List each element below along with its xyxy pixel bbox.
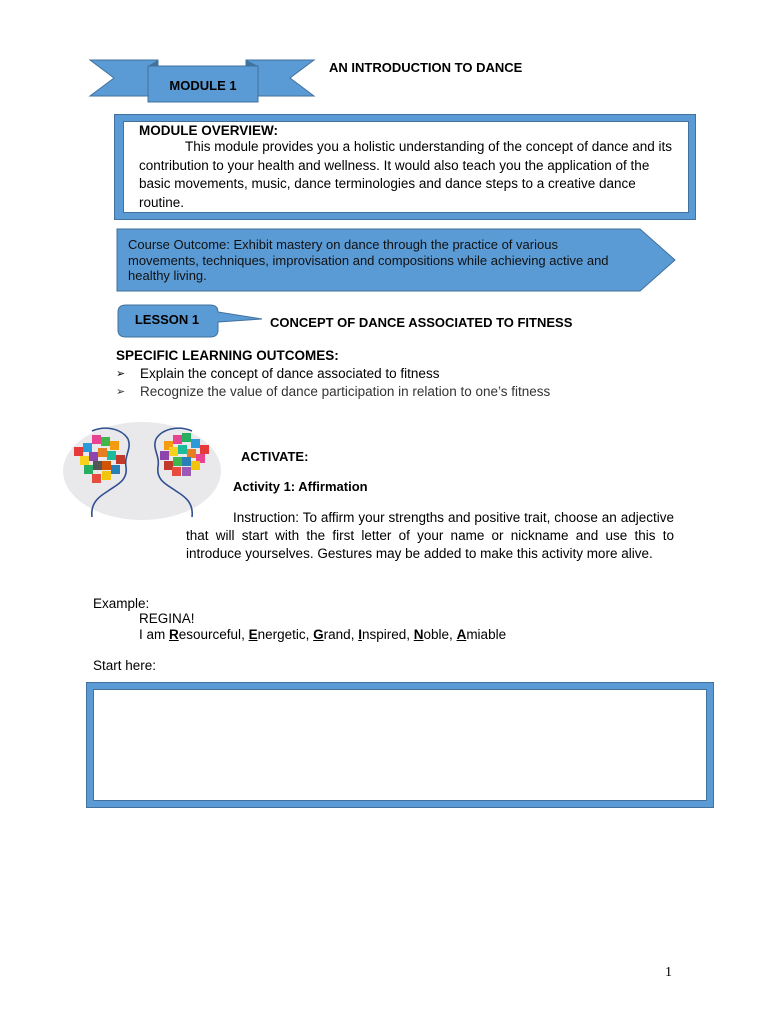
word-initial: N [413, 627, 424, 642]
page-number: 1 [665, 965, 672, 980]
word-initial: G [313, 627, 324, 642]
start-here-label: Start here: [93, 658, 157, 673]
overview-body: This module provides you a holistic understanding of the concept of dance and its contribution to your health and wellness. It would also teach you the application of the basic movements, music, dance terminologies and dance steps to a creative dance routine. [139, 139, 673, 210]
word-rest: nergetic [257, 627, 306, 642]
word-initial: R [169, 627, 179, 642]
two-heads-puzzle-brains-icon [62, 421, 222, 521]
learning-outcome-text: Recognize the value of dance participation in relation to one’s fitness [140, 384, 551, 399]
arrowhead-bullet-icon: ➢ [116, 368, 126, 380]
activate-heading: ACTIVATE: [241, 449, 309, 464]
lesson-title: CONCEPT OF DANCE ASSOCIATED TO FITNESS [270, 315, 573, 330]
document-title: AN INTRODUCTION TO DANCE [329, 60, 523, 75]
lesson-label: LESSON 1 [134, 312, 200, 327]
activity-title: Activity 1: Affirmation [233, 479, 368, 494]
learning-outcome-item [116, 366, 439, 381]
word-initial: E [248, 627, 258, 642]
word-initial: I [358, 627, 362, 642]
word-rest: rand [323, 627, 351, 642]
word-rest: nspired [361, 627, 407, 642]
word-rest: miable [466, 627, 507, 642]
answer-box[interactable] [93, 689, 707, 801]
course-outcome-text: Course Outcome: Exhibit mastery on dance through the practice of various movements, techniques, improvisation and compositions while achieving active and healthy living. [128, 237, 609, 283]
learning-outcomes-heading: SPECIFIC LEARNING OUTCOMES: [116, 348, 339, 363]
example-label: Example: [93, 596, 150, 611]
word-rest: esourceful [178, 627, 242, 642]
word-initial: A [456, 627, 467, 642]
word-rest: oble [423, 627, 450, 642]
example-sentence: I am Resourceful, Energetic, Grand, Inspired, Noble, Amiable [139, 627, 507, 642]
arrowhead-bullet-icon: ➢ [116, 386, 126, 398]
learning-outcome-item [116, 384, 550, 399]
module-label: MODULE 1 [169, 78, 237, 93]
activity-instruction: Instruction: To affirm your strengths and positive trait, choose an adjective that will start with the first letter of your name or nickname and use this to introduce yourselves. Gestures may be added to make this activity more alive. [186, 510, 674, 561]
learning-outcome-text: Explain the concept of dance associated to fitness [140, 366, 440, 381]
example-name: REGINA! [139, 611, 195, 626]
overview-heading: MODULE OVERVIEW: [139, 123, 279, 138]
example-sentence-prefix: I am [139, 627, 170, 642]
